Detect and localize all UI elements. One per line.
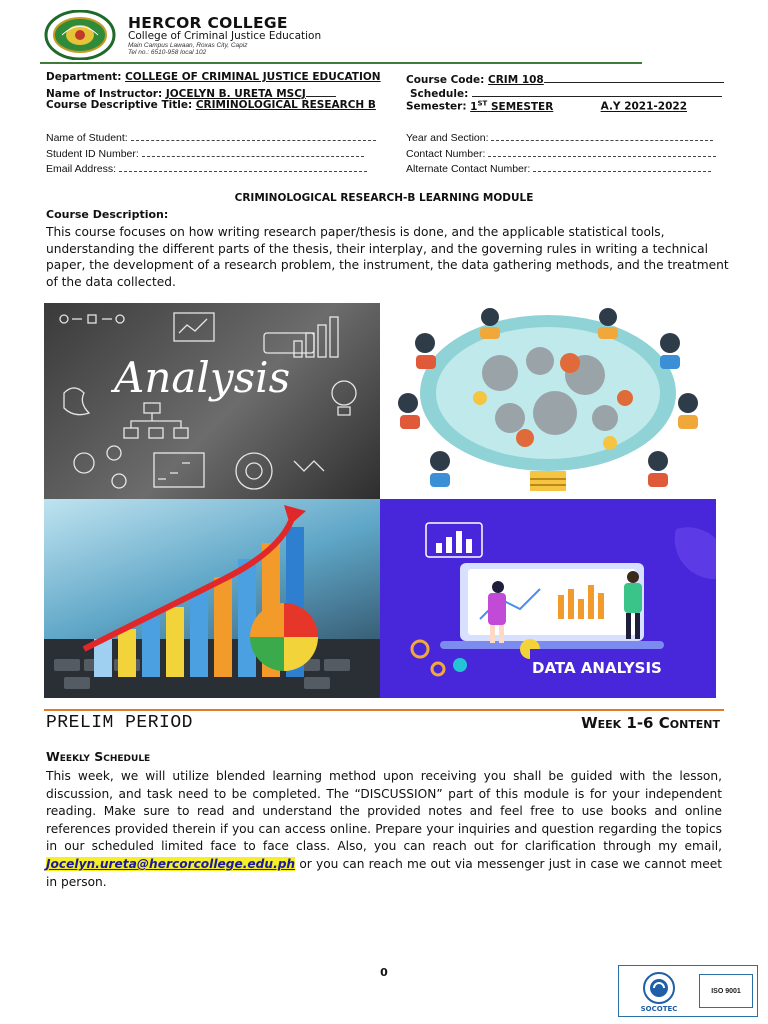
schedule-label: Schedule: [410,88,469,100]
lightbulb-gears-illustration [380,303,716,499]
data-analysis-image [380,499,716,698]
contact-field[interactable] [488,146,716,157]
bar-chart-illustration [44,499,380,698]
email-label: Email Address: [46,163,117,175]
email-row [46,161,367,175]
year-section-row [406,130,713,144]
lightbulb-gears-image [380,303,716,499]
weekly-schedule-text [46,768,722,891]
page-number: 0 [380,966,388,979]
course-title-label: Course Descriptive Title: [46,99,193,111]
contact-row [406,146,716,160]
semester-row [406,99,687,113]
instructor-label: Name of Instructor: [46,88,163,100]
course-title-value: CRIMINOLOGICAL RESEARCH B [195,99,376,111]
iso-label: ISO 9001 [699,974,753,1008]
alt-contact-row [406,161,711,175]
weekly-schedule-label: Weekly Schedule [46,749,151,764]
department-value: COLLEGE OF CRIMINAL JUSTICE EDUCATION [125,71,381,83]
year-section-label: Year and Section: [406,132,489,144]
weekly-text-after: or you can reach me out via messenger just in case we cannot meet in person. [46,856,722,889]
instructor-row [46,85,336,100]
alt-contact-label: Alternate Contact Number: [406,163,531,175]
socotec-brand-text: SOCOTEC [640,1005,678,1013]
module-title: CRIMINOLOGICAL RESEARCH-B LEARNING MODULE [234,192,534,204]
year-section-field[interactable] [491,130,713,141]
semester-value: SEMESTER [490,100,554,113]
weekly-text-before: This week, we will utilize blended learning method upon receiving you shall be guided with the lesson, discussion, and task need to be completed. The “DISCUSSION” part of this module is for your independent reading. Make sure to read and understand the provided notes and feel free to use books and online references provided therein if you can access online. Prepare your inquiries and question regarding the topics in our scheduled limited face to face class. Also, you can reach out for clarification through my email, [46,769,722,854]
course-code-label: Course Code: [406,74,485,86]
course-code-value: CRIM 108 [488,74,544,86]
student-id-row [46,146,364,160]
semester-suffix: ST [477,99,488,107]
section-divider [44,709,724,711]
bar-chart-image [44,499,380,698]
student-name-field[interactable] [131,130,376,141]
alt-contact-field[interactable] [533,161,711,172]
course-title-row [46,99,376,111]
course-description-label: Course Description: [46,208,169,221]
instructor-value: JOCELYN B. URETA MSCJ [165,88,306,100]
department-row [46,71,381,83]
student-name-row [46,130,376,144]
iso-certification-badge [618,965,758,1017]
analysis-word: Analysis [114,353,291,402]
student-id-label: Student ID Number: [46,148,139,160]
instructor-email-link[interactable]: Jocelyn.ureta@hercorcollege.edu.ph [46,856,296,871]
course-description-text: This course focuses on how writing research paper/thesis is done, and the applicable statistical tools, understanding the different parts of the thesis, their interplay, and the governing rules in writing a technical paper, the development of a research problem, the instrument, the data gathering methods, and the treatment of the data collected. [46,225,729,289]
course-code-row [406,71,724,86]
semester-number: 1 [470,100,478,113]
student-id-field[interactable] [142,146,364,157]
student-name-label: Name of Student: [46,132,128,144]
analysis-image [44,303,380,499]
schedule-row [410,85,722,100]
college-seal-logo [44,10,116,60]
department-label: Department: [46,71,122,83]
semester-label: Semester: [406,100,467,113]
college-name: HERCOR COLLEGE [128,14,288,32]
contact-label: Contact Number: [406,148,486,160]
data-analysis-caption: DATA ANALYSIS [532,659,662,677]
week-content-heading: Week 1-6 Content [581,714,720,732]
socotec-logo [623,968,695,1014]
college-department-title: College of Criminal Justice Education [128,30,322,42]
email-field[interactable] [119,161,367,172]
prelim-period-heading: PRELIM PERIOD [46,713,193,733]
header-divider [40,62,642,64]
college-telephone: Tel no.: 6510-958 local 102 [128,49,207,56]
academic-year: A.Y 2021-2022 [600,100,687,113]
college-address: Main Campus Lawaan, Roxas City, Capiz [128,42,248,49]
